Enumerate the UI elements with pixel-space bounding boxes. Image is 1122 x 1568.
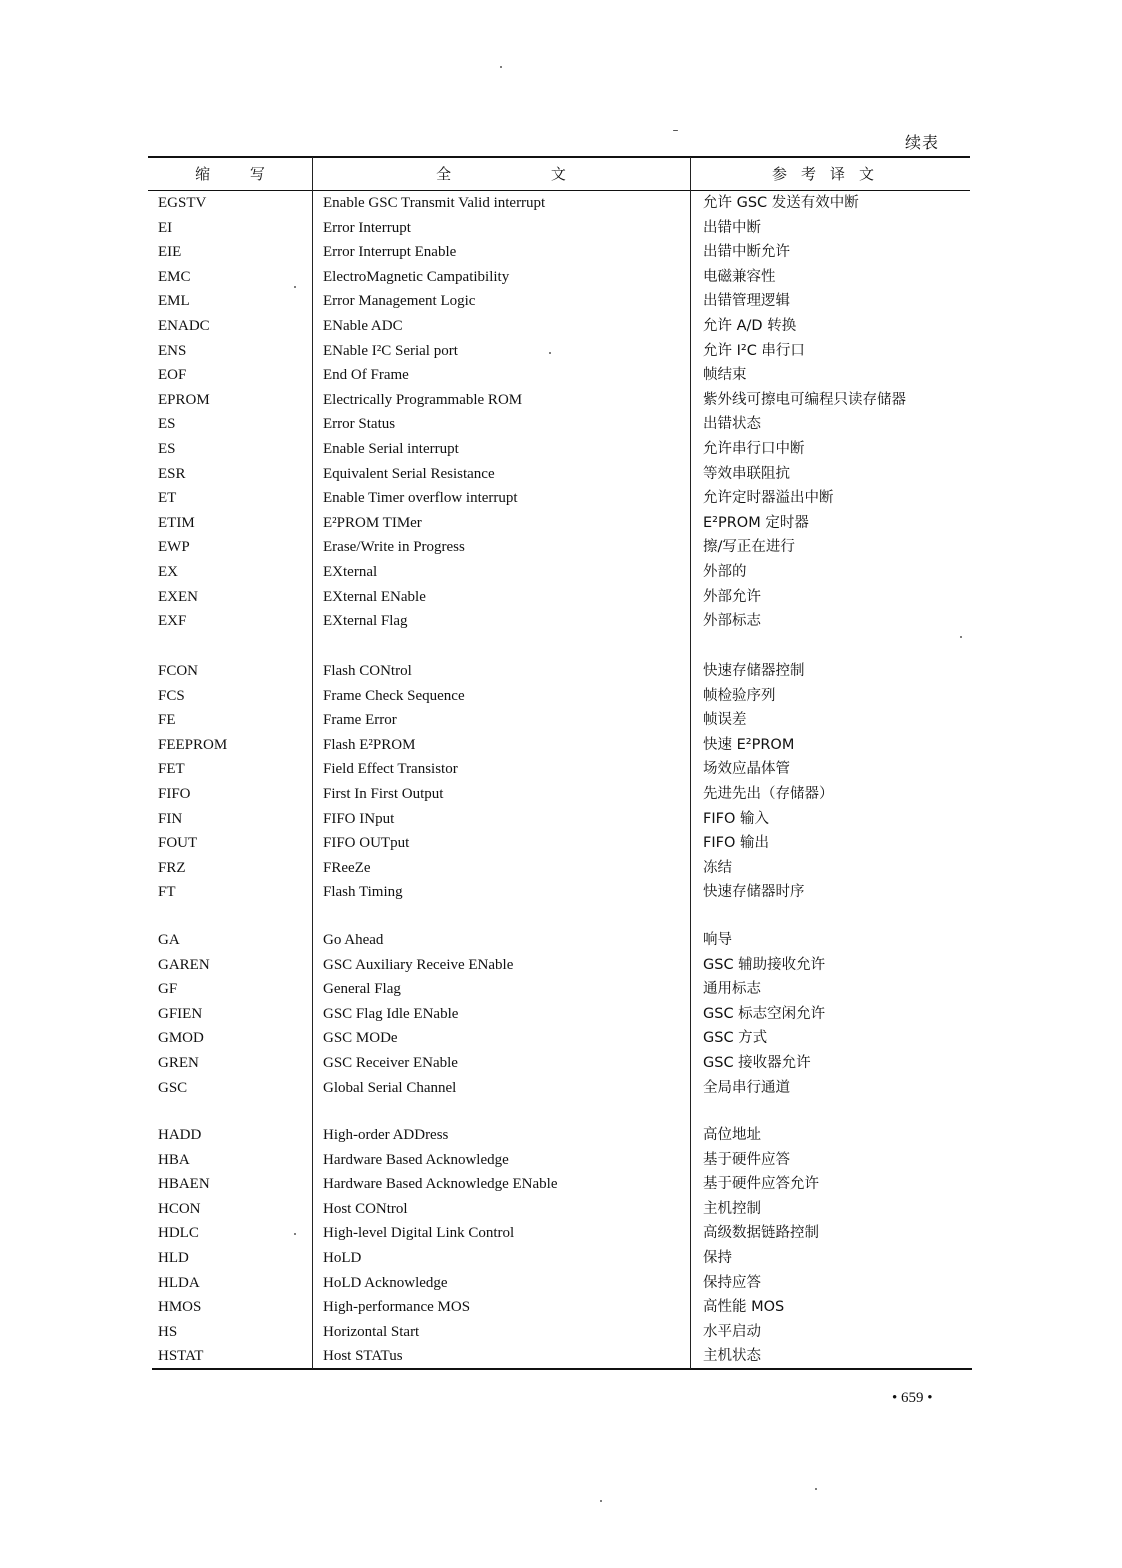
abbreviation-cell: EX	[158, 563, 178, 580]
translation-cell: E²PROM 定时器	[703, 514, 809, 531]
full-text-cell: Global Serial Channel	[323, 1079, 457, 1096]
full-text-cell: Enable GSC Transmit Valid interrupt	[323, 195, 546, 211]
translation-cell: 允许 GSC 发送有效中断	[703, 195, 859, 211]
table-row	[0, 1221, 1122, 1246]
translation-cell: 出错管理逻辑	[703, 293, 790, 310]
table-row	[0, 782, 1122, 807]
table-row	[0, 363, 1122, 388]
translation-cell: 外部标志	[703, 613, 761, 630]
table-row	[0, 240, 1122, 265]
abbreviation-cell: EOF	[158, 367, 187, 384]
translation-cell: 基于硬件应答	[703, 1151, 790, 1168]
continued-label: 续表	[905, 135, 940, 152]
abbreviation-cell: HBAEN	[158, 1176, 210, 1193]
abbreviation-cell: HSTAT	[158, 1348, 204, 1365]
abbreviation-cell: GAREN	[158, 956, 210, 973]
table-row	[0, 388, 1122, 413]
abbreviation-cell: ENADC	[158, 317, 210, 334]
abbreviation-cell: FE	[158, 712, 176, 729]
table-row	[0, 289, 1122, 314]
translation-cell: 保持应答	[703, 1274, 761, 1291]
full-text-cell: Enable Serial interrupt	[323, 440, 459, 457]
row-group	[0, 191, 1122, 634]
full-text-cell: Hardware Based Acknowledge ENable	[323, 1176, 558, 1193]
table-row	[0, 1246, 1122, 1271]
row-group	[0, 659, 1122, 905]
full-text-cell: Flash Timing	[323, 884, 403, 901]
full-text-cell: HoLD	[323, 1249, 362, 1266]
full-text-cell: General Flag	[323, 981, 401, 998]
full-text-cell: Host CONtrol	[323, 1200, 408, 1217]
translation-cell: 外部允许	[703, 588, 761, 605]
translation-cell: 先进先出（存储器）	[703, 785, 834, 802]
full-text-cell: Electrically Programmable ROM	[323, 391, 523, 408]
abbreviation-cell: EIE	[158, 244, 182, 261]
translation-cell: 水平启动	[703, 1323, 761, 1340]
abbreviation-cell: FCON	[158, 663, 199, 679]
full-text-cell: Erase/Write in Progress	[323, 539, 465, 556]
full-text-cell: GSC Receiver ENable	[323, 1054, 458, 1071]
table-row	[0, 535, 1122, 560]
table-row	[0, 880, 1122, 905]
full-text-cell: GSC Flag Idle ENable	[323, 1005, 459, 1022]
abbreviation-cell: HBA	[158, 1151, 190, 1168]
full-text-cell: E²PROM TIMer	[323, 514, 422, 531]
table-row	[0, 1051, 1122, 1076]
table-row	[0, 191, 1122, 216]
table-row	[0, 1002, 1122, 1027]
abbreviation-cell: ET	[158, 490, 177, 507]
abbreviation-cell: FRZ	[158, 859, 186, 876]
row-group	[0, 928, 1122, 1100]
full-text-cell: FIFO INput	[323, 810, 395, 827]
full-text-cell: ElectroMagnetic Campatibility	[323, 268, 510, 285]
translation-cell: 主机控制	[703, 1200, 761, 1217]
table-row	[0, 757, 1122, 782]
abbreviation-cell: ETIM	[158, 514, 195, 531]
table-row	[0, 1172, 1122, 1197]
abbreviation-cell: ES	[158, 416, 176, 433]
abbreviation-cell: HLD	[158, 1249, 189, 1266]
table-row	[0, 1123, 1122, 1148]
translation-cell: 出错中断	[703, 219, 761, 236]
full-text-cell: ENable ADC	[323, 317, 403, 334]
full-text-cell: Frame Error	[323, 712, 397, 729]
translation-cell: 帧结束	[703, 367, 747, 384]
translation-cell: GSC 接收器允许	[703, 1054, 811, 1071]
abbreviation-cell: EXEN	[158, 588, 198, 605]
translation-cell: 帧检验序列	[703, 687, 776, 704]
translation-cell: 允许定时器溢出中断	[703, 490, 834, 507]
table-row	[0, 856, 1122, 881]
translation-cell: GSC 方式	[703, 1030, 768, 1047]
abbreviation-cell: EWP	[158, 539, 190, 556]
abbreviation-cell: GA	[158, 932, 180, 948]
translation-cell: 允许 A/D 转换	[703, 317, 797, 334]
abbreviation-cell: EMC	[158, 268, 191, 285]
translation-cell: 通用标志	[703, 981, 761, 998]
abbreviation-cell: HLDA	[158, 1274, 200, 1291]
translation-cell: 帧误差	[703, 712, 747, 729]
full-text-cell: Error Management Logic	[323, 293, 476, 310]
table-row	[0, 265, 1122, 290]
abbreviation-cell: GREN	[158, 1054, 199, 1071]
table-row	[0, 609, 1122, 634]
translation-cell: 高性能 MOS	[703, 1299, 785, 1316]
table-row	[0, 733, 1122, 758]
full-text-cell: Error Status	[323, 416, 396, 433]
full-text-cell: Frame Check Sequence	[323, 687, 465, 704]
table-row	[0, 462, 1122, 487]
abbreviation-cell: GFIEN	[158, 1005, 203, 1022]
full-text-cell: Flash E²PROM	[323, 736, 416, 753]
abbreviation-cell: ENS	[158, 342, 187, 359]
full-text-cell: HoLD Acknowledge	[323, 1274, 448, 1291]
abbreviation-cell: FT	[158, 884, 176, 901]
abbreviation-cell: EXF	[158, 613, 187, 630]
translation-cell: 出错状态	[703, 416, 761, 433]
full-text-cell: High-order ADDress	[323, 1127, 449, 1143]
row-group	[0, 1123, 1122, 1369]
translation-cell: 允许串行口中断	[703, 440, 805, 457]
full-text-cell: First In First Output	[323, 785, 444, 802]
full-text-cell: Flash CONtrol	[323, 663, 412, 679]
full-text-cell: High-performance MOS	[323, 1299, 471, 1316]
abbreviation-cell: ES	[158, 440, 176, 457]
full-text-cell: EXternal ENable	[323, 588, 426, 605]
translation-cell: 等效串联阻抗	[703, 465, 790, 482]
translation-cell: 快速存储器控制	[703, 663, 805, 679]
full-text-cell: Go Ahead	[323, 932, 384, 948]
translation-cell: 基于硬件应答允许	[703, 1176, 819, 1193]
full-text-cell: ENable I²C Serial port	[323, 342, 458, 359]
full-text-cell: High-level Digital Link Control	[323, 1225, 515, 1242]
translation-cell: 紫外线可擦电可编程只读存储器	[703, 391, 906, 408]
translation-cell: 响导	[703, 932, 732, 948]
table-row	[0, 1344, 1122, 1369]
abbreviation-cell: GMOD	[158, 1030, 204, 1047]
abbreviation-cell: EGSTV	[158, 195, 207, 211]
full-text-cell: Host STATus	[323, 1348, 403, 1365]
abbreviation-cell: FIN	[158, 810, 183, 827]
translation-cell: 电磁兼容性	[703, 268, 776, 285]
abbreviation-cell: EI	[158, 219, 173, 236]
abbreviation-cell: FIFO	[158, 785, 191, 802]
full-text-cell: Error Interrupt	[323, 219, 411, 236]
abbreviation-cell: FET	[158, 761, 185, 778]
abbreviation-cell: GF	[158, 981, 178, 998]
full-text-cell: Horizontal Start	[323, 1323, 420, 1340]
table-row	[0, 1271, 1122, 1296]
abbreviation-cell: GSC	[158, 1079, 188, 1096]
abbreviation-cell: EPROM	[158, 391, 210, 408]
table-row	[0, 339, 1122, 364]
translation-cell: 保持	[703, 1249, 732, 1266]
abbreviation-cell: HMOS	[158, 1299, 202, 1316]
full-text-cell: FReeZe	[323, 859, 371, 876]
translation-cell: GSC 辅助接收允许	[703, 956, 826, 973]
full-text-cell: EXternal	[323, 563, 378, 580]
abbreviation-cell: FOUT	[158, 835, 198, 852]
full-text-cell: GSC Auxiliary Receive ENable	[323, 956, 514, 973]
abbreviation-cell: HDLC	[158, 1225, 199, 1242]
translation-cell: 冻结	[703, 859, 732, 876]
abbreviation-cell: FCS	[158, 687, 185, 704]
table-row	[0, 708, 1122, 733]
table-row	[0, 1320, 1122, 1345]
table-row	[0, 684, 1122, 709]
table-row	[0, 1026, 1122, 1051]
table-row	[0, 953, 1122, 978]
abbreviation-cell: HADD	[158, 1127, 202, 1143]
table-row	[0, 511, 1122, 536]
table-row	[0, 807, 1122, 832]
translation-cell: 出错中断允许	[703, 244, 790, 261]
abbreviation-cell: EML	[158, 293, 190, 310]
table-row	[0, 1076, 1122, 1101]
translation-cell: FIFO 输入	[703, 810, 769, 827]
table-row	[0, 560, 1122, 585]
full-text-cell: FIFO OUTput	[323, 835, 410, 852]
table-row	[0, 831, 1122, 856]
table-row	[0, 486, 1122, 511]
table-row	[0, 977, 1122, 1002]
translation-cell: FIFO 输出	[703, 835, 769, 852]
table-row	[0, 216, 1122, 241]
abbreviation-cell: HCON	[158, 1200, 201, 1217]
translation-cell: GSC 标志空闲允许	[703, 1005, 826, 1022]
table-row	[0, 659, 1122, 684]
header-translation: 参考译文	[771, 167, 888, 183]
page-number: • 659 •	[892, 1390, 933, 1406]
full-text-cell: Equivalent Serial Resistance	[323, 465, 495, 482]
full-text-cell: Hardware Based Acknowledge	[323, 1151, 509, 1168]
full-text-cell: Field Effect Transistor	[323, 761, 458, 778]
table-row	[0, 314, 1122, 339]
table-row	[0, 1148, 1122, 1173]
table-row	[0, 585, 1122, 610]
translation-cell: 场效应晶体管	[703, 761, 790, 778]
full-text-cell: End Of Frame	[323, 367, 409, 384]
translation-cell: 高位地址	[703, 1127, 761, 1143]
full-text-cell: Enable Timer overflow interrupt	[323, 490, 518, 507]
abbreviation-cell: HS	[158, 1323, 178, 1340]
table-row	[0, 1197, 1122, 1222]
translation-cell: 快速存储器时序	[703, 884, 805, 901]
translation-cell: 主机状态	[703, 1348, 761, 1365]
table-row	[0, 928, 1122, 953]
header-abbreviation: 缩 写	[195, 167, 265, 183]
full-text-cell: Error Interrupt Enable	[323, 244, 457, 261]
abbreviation-cell: FEEPROM	[158, 736, 228, 753]
translation-cell: 快速 E²PROM	[703, 736, 795, 753]
table-row	[0, 437, 1122, 462]
translation-cell: 允许 I²C 串行口	[703, 342, 805, 359]
translation-cell: 擦/写正在进行	[703, 539, 795, 556]
translation-cell: 高级数据链路控制	[703, 1225, 819, 1242]
abbreviation-cell: ESR	[158, 465, 186, 482]
table-row	[0, 412, 1122, 437]
full-text-cell: EXternal Flag	[323, 613, 408, 630]
translation-cell: 外部的	[703, 563, 747, 580]
header-full-text: 全 文	[436, 167, 566, 183]
full-text-cell: GSC MODe	[323, 1030, 398, 1047]
translation-cell: 全局串行通道	[703, 1079, 790, 1096]
table-row	[0, 1295, 1122, 1320]
